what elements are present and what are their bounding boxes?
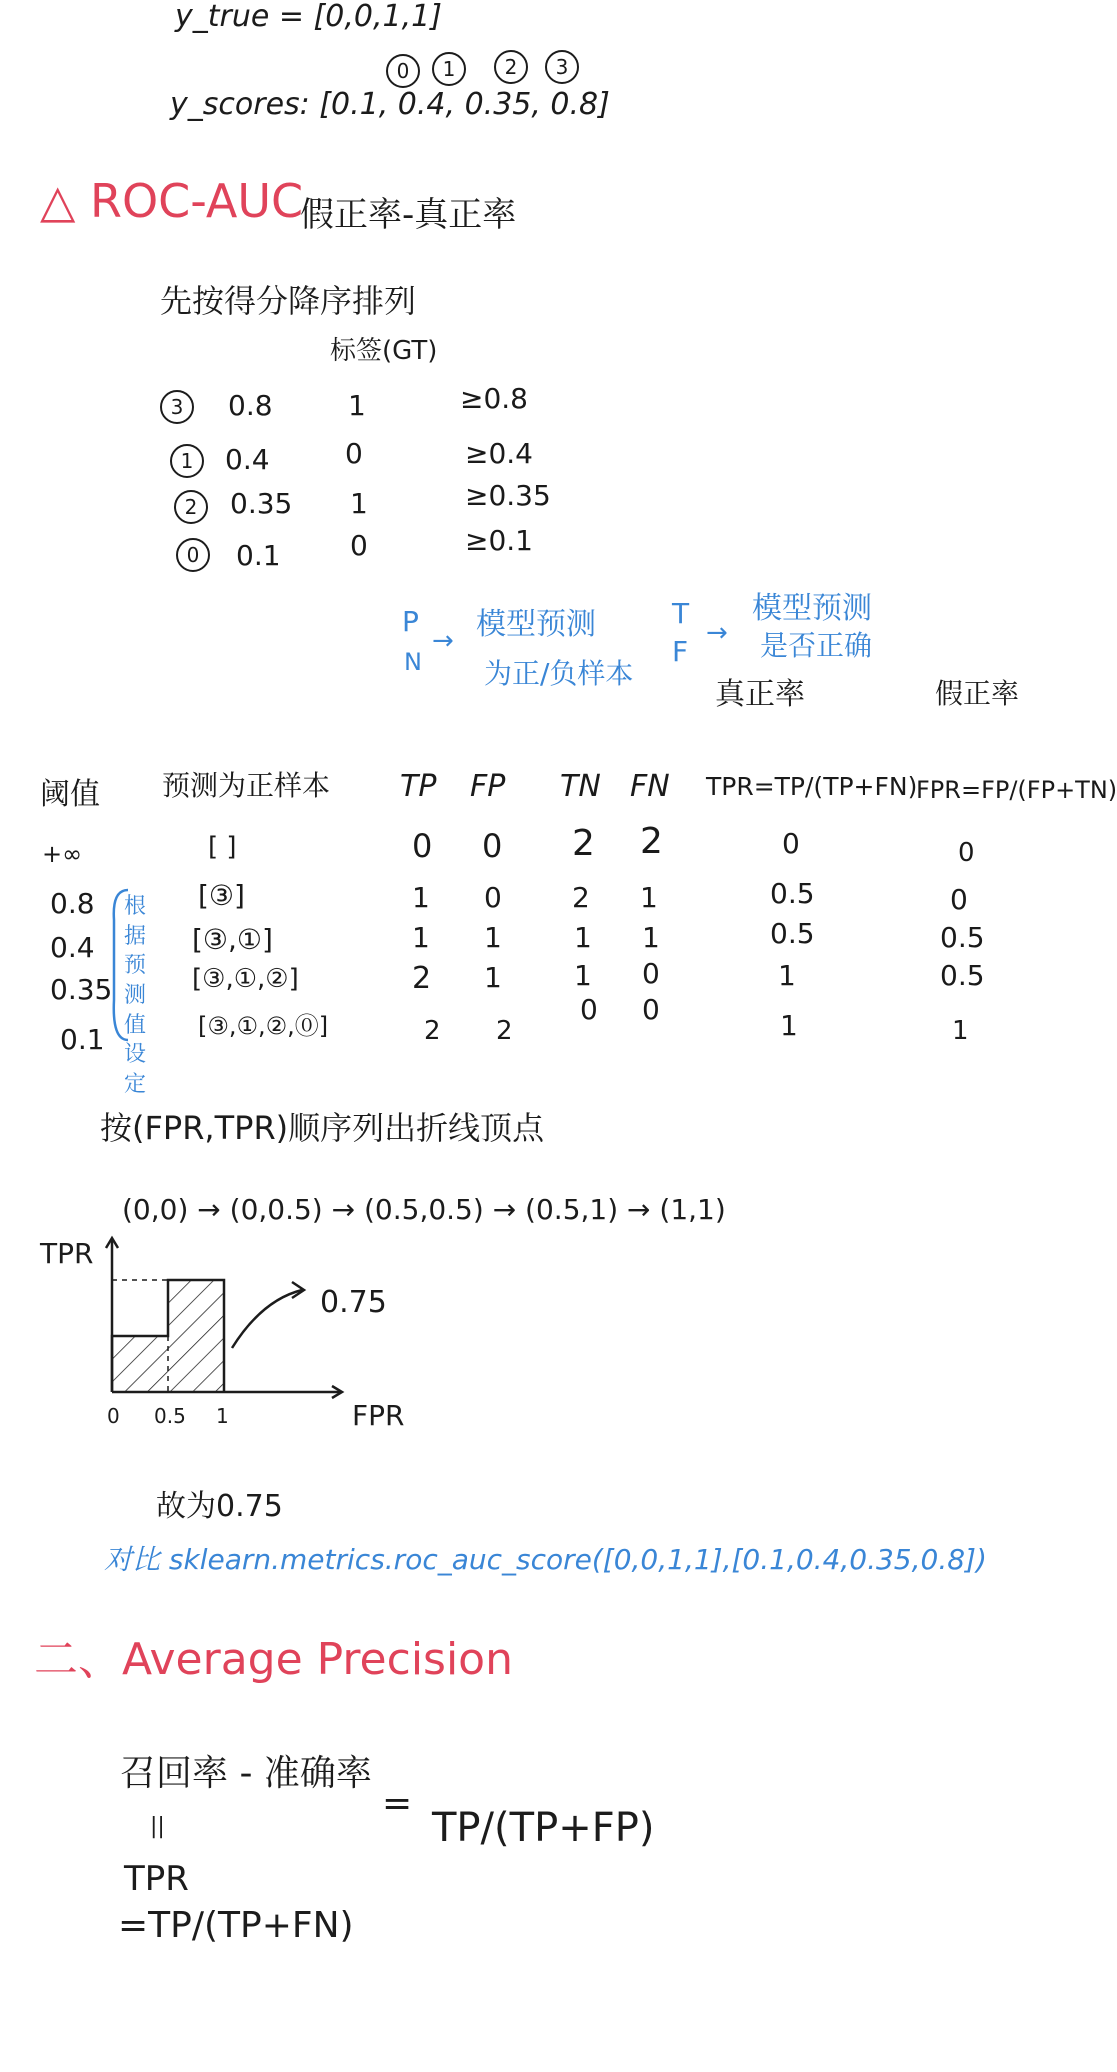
cell-fn: 1 (640, 881, 658, 914)
header-tn: TN (560, 769, 601, 804)
index-mark-3: 3 (545, 50, 579, 84)
cell-tn: 2 (572, 881, 590, 914)
header-predicted: 预测为正样本 (162, 769, 331, 802)
note-tf-line1: 模型预测 (752, 591, 872, 626)
vertex-list: (0,0) → (0,0.5) → (0.5,0.5) → (0.5,1) → (1,1) (122, 1193, 726, 1226)
cell-tn: 1 (574, 959, 592, 992)
bracket-note: 根据预测值设定 (124, 894, 147, 1098)
result-text: 故为0.75 (156, 1489, 283, 1524)
sorted-label: 0 (350, 529, 368, 562)
note-pn-arrow: → (432, 626, 454, 656)
header-threshold: 阈值 (40, 777, 100, 812)
index-mark-1: 1 (432, 52, 466, 86)
cell-tpr: 0.5 (770, 877, 815, 910)
header-fn: FN (630, 769, 670, 804)
note-pn-line1: 模型预测 (476, 607, 596, 642)
cell-threshold: 0.4 (50, 931, 95, 964)
header-tpr: TPR=TP/(TP+FN) (706, 772, 918, 801)
sorted-idx: 1 (170, 444, 204, 478)
plot-tick-0: 0 (107, 1404, 120, 1428)
index-mark-2: 2 (494, 50, 528, 84)
cell-fp: 1 (484, 961, 502, 994)
sorted-cond: ≥0.1 (465, 524, 533, 557)
note-t: T (672, 597, 690, 630)
ap-heading: 二、Average Precision (34, 1634, 513, 1685)
area-pointer-arrow (232, 1290, 302, 1348)
sorted-idx: 0 (176, 538, 210, 572)
gt-label: 标签(GT) (330, 336, 438, 366)
sorted-label: 0 (345, 437, 363, 470)
sorted-cond: ≥0.8 (460, 382, 528, 415)
cell-predicted: [③,①] (192, 923, 273, 956)
cell-threshold: 0.8 (50, 887, 95, 920)
cell-fn: 1 (642, 921, 660, 954)
note-pn-line2: 为正/负样本 (484, 657, 634, 690)
index-mark-0: 0 (386, 54, 420, 88)
note-tf-line2: 是否正确 (760, 629, 873, 662)
ap-precision-formula: TP/(TP+FP) (432, 1805, 655, 1851)
col-tpr-name: 真正率 (715, 677, 805, 712)
cell-fpr: 0 (950, 883, 968, 916)
ap-recall-formula: =TP/(TP+FN) (118, 1905, 354, 1946)
verify-text: 对比 sklearn.metrics.roc_auc_score([0,0,1,1],[0.1,0.4,0.35,0.8]) (104, 1543, 987, 1576)
cell-tpr: 0.5 (770, 917, 815, 950)
cell-tn: 2 (572, 823, 595, 864)
cell-fpr: 0 (958, 838, 975, 868)
cell-threshold: +∞ (42, 840, 83, 868)
cell-fp: 0 (482, 827, 503, 865)
header-fp: FP (470, 769, 506, 804)
roc-subtitle: 假正率-真正率 (300, 195, 517, 235)
ap-eq: = (382, 1783, 413, 1824)
cell-fp: 0 (484, 881, 502, 914)
roc-area (112, 1280, 224, 1392)
cell-tp: 1 (412, 921, 430, 954)
sorted-cond: ≥0.4 (465, 437, 533, 470)
ap-equiv: || (150, 1814, 165, 1839)
plot-tick-05: 0.5 (154, 1404, 186, 1428)
cell-threshold: 0.35 (50, 973, 113, 1006)
plot-x-label: FPR (352, 1399, 405, 1432)
header-tp: TP (400, 769, 437, 804)
plot-area-label: 0.75 (320, 1285, 387, 1320)
sorted-score: 0.8 (228, 389, 273, 422)
cell-tp: 2 (412, 961, 432, 996)
cell-fp: 1 (484, 921, 502, 954)
cell-fpr: 0.5 (940, 959, 985, 992)
cell-threshold: 0.1 (60, 1023, 105, 1056)
ap-left-title: 召回率 - 准确率 (120, 1753, 372, 1794)
cell-tp: 1 (412, 881, 430, 914)
sorted-label: 1 (348, 389, 366, 422)
sorted-cond: ≥0.35 (465, 479, 551, 512)
cell-fn: 2 (640, 821, 663, 862)
cell-tpr: 1 (778, 959, 796, 992)
roc-curve (112, 1280, 224, 1392)
note-f: F (672, 635, 689, 668)
cell-tpr: 0 (782, 827, 800, 860)
plot-y-label: TPR (40, 1237, 94, 1270)
cell-tp: 2 (424, 1016, 441, 1046)
cell-tpr: 1 (780, 1009, 798, 1042)
sorted-label: 1 (350, 487, 368, 520)
cell-predicted: [③,①,②] (192, 964, 299, 994)
cell-tn: 1 (574, 921, 592, 954)
cell-fpr: 0.5 (940, 921, 985, 954)
note-n: N (404, 648, 422, 676)
cell-fp: 2 (496, 1016, 513, 1046)
cell-predicted: [③] (198, 879, 245, 912)
sorted-idx: 3 (160, 390, 194, 424)
cell-tn: 0 (580, 993, 598, 1026)
sorted-score: 0.4 (225, 443, 270, 476)
sorted-score: 0.1 (236, 539, 281, 572)
header-fpr: FPR=FP/(FP+TN) (916, 776, 1117, 804)
y-scores-line: y_scores: [0.1, 0.4, 0.35, 0.8] (170, 87, 610, 122)
roc-heading: △ ROC-AUC (40, 174, 304, 228)
sorted-score: 0.35 (230, 487, 293, 520)
plot-tick-1: 1 (216, 1404, 229, 1428)
y-true-line: y_true = [0,0,1,1] (175, 0, 442, 34)
ap-tpr-name: TPR (124, 1859, 189, 1899)
cell-predicted: [③,①,②,⓪] (198, 1012, 329, 1040)
cell-predicted: [ ] (208, 832, 237, 862)
cell-fn: 0 (642, 957, 660, 990)
sorted-idx: 2 (174, 490, 208, 524)
cell-fn: 0 (642, 993, 660, 1026)
sort-note: 先按得分降序排列 (160, 282, 417, 320)
note-tf-arrow: → (706, 618, 728, 648)
col-fpr-name: 假正率 (935, 677, 1020, 710)
note-p: P (402, 605, 419, 638)
vertex-note: 按(FPR,TPR)顺序列出折线顶点 (100, 1109, 545, 1147)
cell-tp: 0 (412, 827, 433, 865)
cell-fpr: 1 (952, 1016, 969, 1046)
